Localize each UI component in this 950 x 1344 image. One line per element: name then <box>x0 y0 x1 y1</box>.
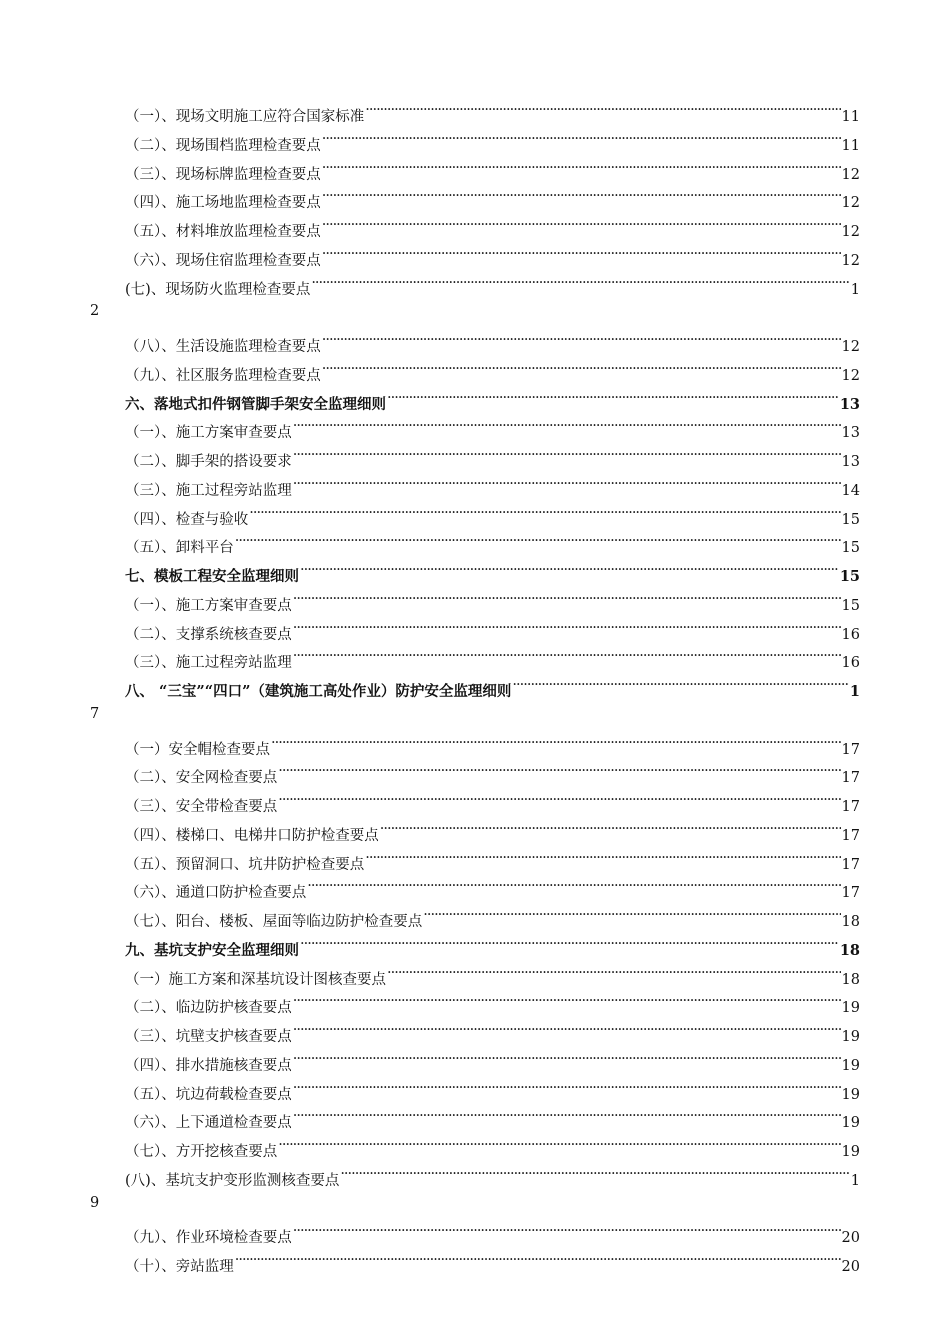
toc-page-number: 19 <box>841 1057 860 1074</box>
toc-entry <box>0 526 950 555</box>
toc-entry-label: （二）、安全网检查要点 <box>125 770 278 787</box>
toc-subsection[interactable] <box>125 990 860 1017</box>
toc-page-number: 13 <box>839 395 860 413</box>
toc-entry <box>0 814 950 843</box>
dot-leader <box>322 214 841 236</box>
toc-entry <box>0 613 950 642</box>
toc-page-number: 1 <box>850 1172 860 1189</box>
toc-entry-label: （十）、旁站监理 <box>125 1259 234 1275</box>
toc-entry <box>0 555 950 584</box>
toc-page-number: 12 <box>841 195 860 212</box>
toc-subsection[interactable] <box>125 128 860 154</box>
dot-leader <box>278 1134 840 1156</box>
toc-subsection[interactable] <box>125 1077 860 1103</box>
toc-page-number: 14 <box>841 482 860 499</box>
toc-subsection[interactable] <box>125 1249 860 1275</box>
toc-page-number: 17 <box>841 770 860 787</box>
dot-leader <box>235 1249 841 1271</box>
toc-subsection[interactable] <box>125 1134 860 1160</box>
dot-leader <box>293 1220 841 1242</box>
toc-subsection[interactable] <box>125 588 860 614</box>
dot-leader <box>293 1105 841 1127</box>
toc-subsection[interactable] <box>125 530 860 557</box>
dot-leader <box>387 387 839 409</box>
dot-leader <box>322 128 841 150</box>
dot-leader <box>293 990 841 1012</box>
toc-entry-label: （三）、现场标牌监理检查要点 <box>125 166 321 183</box>
dot-leader <box>300 559 839 581</box>
toc-wrapped-page-digit: 7 <box>90 705 100 722</box>
toc-section-heading[interactable] <box>125 674 860 700</box>
dot-leader <box>235 530 841 552</box>
toc-page-number: 17 <box>841 741 860 758</box>
toc-entry <box>0 124 950 153</box>
toc-entry <box>0 1159 950 1188</box>
toc-subsection[interactable] <box>125 243 860 269</box>
toc-subsection[interactable] <box>125 473 860 499</box>
toc-page-number: 15 <box>839 568 860 585</box>
toc-entry <box>0 641 950 670</box>
toc-entry <box>0 268 950 297</box>
toc-page-number: 11 <box>841 137 860 154</box>
toc-page-number: 16 <box>841 626 860 643</box>
toc-entry-label: （四）、检查与验收 <box>125 511 249 528</box>
toc-entry-label: （五）、材料堆放监理检查要点 <box>125 224 321 240</box>
toc-entry-label: （六）、上下通道检查要点 <box>125 1115 292 1132</box>
toc-subsection[interactable] <box>125 444 860 470</box>
toc-subsection[interactable] <box>125 1105 860 1132</box>
toc-entry-label: （三）、施工过程旁站监理 <box>125 655 292 672</box>
dot-leader <box>293 617 841 639</box>
toc-entry-label: （三）、安全带检查要点 <box>125 799 278 815</box>
toc-page-number: 12 <box>841 339 860 355</box>
toc-wrap-line <box>0 1188 950 1217</box>
toc-entry <box>0 584 950 613</box>
toc-subsection[interactable] <box>125 214 860 240</box>
toc-entry-label: 七、模板工程安全监理细则 <box>125 568 299 585</box>
toc-entry <box>0 756 950 785</box>
toc-page-number: 19 <box>841 1115 860 1132</box>
dot-leader <box>340 1163 849 1185</box>
dot-leader <box>322 358 841 380</box>
toc-entry-label: （五）、卸料平台 <box>125 540 234 557</box>
toc-page-number: 1 <box>850 281 860 298</box>
dot-leader <box>293 415 841 437</box>
toc-subsection[interactable] <box>125 272 860 298</box>
dot-leader <box>322 329 841 351</box>
toc-page-number: 19 <box>841 1029 860 1045</box>
toc-entry-label: 八、 “三宝”“四口”（建筑施工高处作业）防护安全监理细则 <box>125 683 512 700</box>
dot-leader <box>307 875 840 897</box>
dot-leader <box>293 1048 841 1070</box>
toc-entry-label: （五）、预留洞口、坑井防护检查要点 <box>125 856 365 873</box>
toc-entry <box>0 498 950 527</box>
dot-leader <box>293 588 841 610</box>
toc-entry-label: （八）、生活设施监理检查要点 <box>125 339 321 355</box>
dot-leader <box>300 933 839 955</box>
toc-entry-label: 六、落地式扣件钢管脚手架安全监理细则 <box>125 395 386 413</box>
toc-wrapped-page-digit: 2 <box>90 303 100 320</box>
toc-entry-label: （三）、施工过程旁站监理 <box>125 482 292 499</box>
toc-subsection[interactable] <box>125 157 860 183</box>
toc-entry <box>0 1101 950 1130</box>
toc-page-number: 12 <box>841 367 860 384</box>
toc-page-number: 12 <box>841 224 860 240</box>
toc-entry <box>0 210 950 239</box>
dot-leader <box>322 243 841 265</box>
toc-entry-label: （九）、社区服务监理检查要点 <box>125 367 321 384</box>
dot-leader <box>271 732 841 754</box>
toc-entry-label: （四）、施工场地监理检查要点 <box>125 195 321 212</box>
dot-leader <box>278 760 840 782</box>
toc-page-number: 13 <box>841 454 860 470</box>
dot-leader <box>311 272 849 294</box>
toc-page-number: 15 <box>841 511 860 528</box>
toc-page-number: 18 <box>839 941 860 959</box>
toc-entry-label: （四）、排水措施核查要点 <box>125 1057 292 1074</box>
toc-page-number: 1 <box>849 683 860 700</box>
toc-entry <box>0 1015 950 1044</box>
dot-leader <box>365 99 840 121</box>
dot-leader <box>293 1077 841 1099</box>
toc-entry <box>0 986 950 1015</box>
toc-entry-label: （五）、坑边荷载检查要点 <box>125 1086 292 1103</box>
toc-entry-label: （二）、支撑系统核查要点 <box>125 626 292 643</box>
toc-entry-label: （七）、方开挖核查要点 <box>125 1144 278 1160</box>
toc-wrap-line <box>0 699 950 728</box>
toc-page-number: 15 <box>841 597 860 614</box>
toc-subsection[interactable] <box>125 962 860 988</box>
toc-section-heading[interactable] <box>125 559 860 585</box>
toc-entry <box>0 929 950 958</box>
toc-page-number: 19 <box>841 1086 860 1103</box>
toc-entry <box>0 843 950 872</box>
toc-subsection[interactable] <box>125 875 860 902</box>
toc-wrap-line <box>0 296 950 325</box>
toc-entry <box>0 1130 950 1159</box>
toc-subsection[interactable] <box>125 847 860 873</box>
dot-leader <box>293 645 841 667</box>
toc-entry <box>0 1073 950 1102</box>
toc-subsection[interactable] <box>125 904 860 930</box>
toc-page-number: 16 <box>841 655 860 672</box>
toc-page-number: 17 <box>841 856 860 873</box>
toc-entry-label: （一）施工方案和深基坑设计图核查要点 <box>125 971 386 988</box>
toc-entry <box>0 1216 950 1245</box>
toc-entry-label: (七)、现场防火监理检查要点 <box>125 281 311 298</box>
dot-leader <box>380 818 841 840</box>
toc-entry <box>0 900 950 929</box>
toc-section-heading[interactable] <box>125 387 860 413</box>
toc-subsection[interactable] <box>125 1220 860 1247</box>
toc-subsection[interactable] <box>125 789 860 815</box>
dot-leader <box>293 444 841 466</box>
toc-entry-label: (八)、基坑支护变形监测核查要点 <box>125 1172 340 1189</box>
toc-entry-label: （四）、楼梯口、电梯井口防护检查要点 <box>125 827 379 844</box>
dot-leader <box>278 789 840 811</box>
toc-entry <box>0 958 950 987</box>
toc-entry <box>0 1245 950 1274</box>
toc-entry <box>0 440 950 469</box>
toc-subsection[interactable] <box>125 1048 860 1074</box>
toc-page-number: 18 <box>841 971 860 988</box>
toc-page-number: 13 <box>841 425 860 442</box>
toc-entry-label: （二）、脚手架的搭设要求 <box>125 454 292 470</box>
dot-leader <box>387 962 841 984</box>
toc-entry-label: （一）安全帽检查要点 <box>125 741 270 758</box>
toc-entry-label: （七）、阳台、楼板、屋面等临边防护检查要点 <box>125 914 423 930</box>
toc-entry <box>0 1044 950 1073</box>
toc-subsection[interactable] <box>125 732 860 758</box>
toc-subsection[interactable] <box>125 818 860 844</box>
toc-entry-label: （一）、现场文明施工应符合国家标准 <box>125 109 365 125</box>
toc-page-number: 20 <box>841 1259 860 1275</box>
dot-leader <box>322 157 841 179</box>
toc-entry-label: （一）、施工方案审查要点 <box>125 597 292 614</box>
toc-page-number: 20 <box>841 1230 860 1247</box>
toc-subsection[interactable] <box>125 99 860 125</box>
toc-subsection[interactable] <box>125 1163 860 1189</box>
toc-subsection[interactable] <box>125 645 860 672</box>
dot-leader <box>249 502 840 524</box>
toc-entry-label: （六）、通道口防护检查要点 <box>125 885 307 902</box>
toc-entry <box>0 728 950 757</box>
toc-page-number: 19 <box>841 1000 860 1017</box>
toc-entry-label: （二）、临边防护核查要点 <box>125 1000 292 1017</box>
toc-entry-label: （三）、坑壁支护核查要点 <box>125 1029 292 1045</box>
dot-leader <box>423 904 840 926</box>
toc-entry <box>0 354 950 383</box>
toc-subsection[interactable] <box>125 415 860 442</box>
toc-page-number: 15 <box>841 540 860 557</box>
toc-entry-label: （六）、现场住宿监理检查要点 <box>125 252 321 269</box>
table-of-contents <box>0 95 950 1274</box>
toc-entry <box>0 95 950 124</box>
toc-page-number: 11 <box>841 109 860 125</box>
toc-subsection[interactable] <box>125 358 860 384</box>
toc-entry <box>0 239 950 268</box>
dot-leader <box>322 185 841 207</box>
toc-subsection[interactable] <box>125 329 860 355</box>
toc-entry <box>0 181 950 210</box>
toc-entry <box>0 383 950 412</box>
toc-entry <box>0 325 950 354</box>
toc-entry <box>0 785 950 814</box>
toc-subsection[interactable] <box>125 185 860 212</box>
dot-leader <box>365 847 840 869</box>
dot-leader <box>293 473 841 495</box>
toc-page-number: 19 <box>841 1144 860 1160</box>
dot-leader <box>293 1019 841 1041</box>
toc-wrapped-page-digit: 9 <box>90 1194 100 1211</box>
toc-entry-label: 九、基坑支护安全监理细则 <box>125 941 299 959</box>
toc-subsection[interactable] <box>125 617 860 643</box>
toc-entry-label: （二）、现场围档监理检查要点 <box>125 137 321 154</box>
toc-entry-label: （一）、施工方案审查要点 <box>125 425 292 442</box>
toc-page-number: 12 <box>841 166 860 183</box>
toc-subsection[interactable] <box>125 1019 860 1045</box>
toc-section-heading[interactable] <box>125 933 860 959</box>
toc-page-number: 17 <box>841 827 860 844</box>
dot-leader <box>512 674 848 696</box>
toc-page-number: 17 <box>841 799 860 815</box>
toc-entry <box>0 871 950 900</box>
toc-entry <box>0 153 950 182</box>
toc-subsection[interactable] <box>125 502 860 528</box>
toc-entry <box>0 469 950 498</box>
toc-page-number: 12 <box>841 252 860 269</box>
toc-entry <box>0 670 950 699</box>
toc-page-number: 18 <box>841 914 860 930</box>
toc-page-number: 17 <box>841 885 860 902</box>
toc-entry <box>0 411 950 440</box>
toc-entry-label: （九）、作业环境检查要点 <box>125 1230 292 1247</box>
toc-subsection[interactable] <box>125 760 860 787</box>
